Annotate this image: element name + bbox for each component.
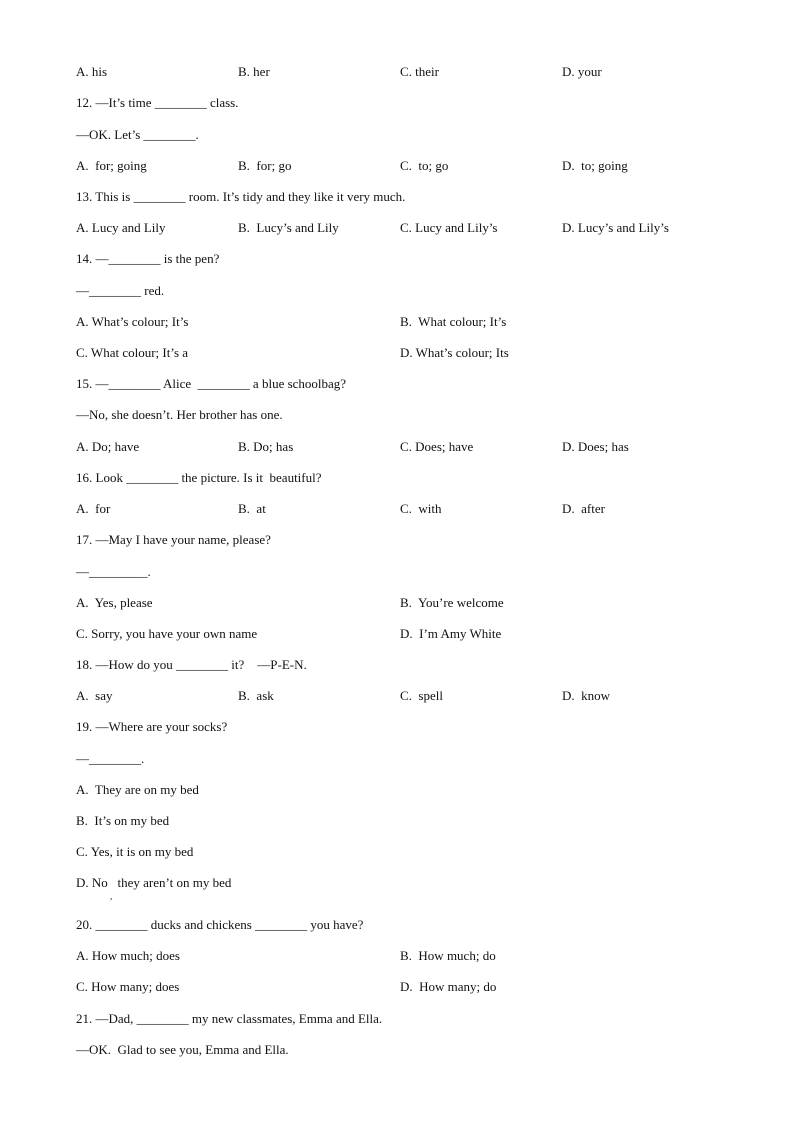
q17-stem: 17. —May I have your name, please? (76, 532, 271, 547)
q14-option-b: B. What colour; It’s (400, 314, 507, 329)
q16-option-b: B. at (238, 501, 266, 516)
q19-option-c: C. Yes, it is on my bed (76, 844, 194, 859)
q13-option-d: D. Lucy’s and Lily’s (562, 220, 669, 235)
q12-option-c: C. to; go (400, 158, 449, 173)
q19-option-b: B. It’s on my bed (76, 813, 170, 828)
q19-stray-comma: , (110, 891, 113, 901)
q20-option-a: A. How much; does (76, 948, 180, 963)
q13-option-b: B. Lucy’s and Lily (238, 220, 339, 235)
q18-option-d: D. know (562, 688, 611, 703)
q20-option-b: B. How much; do (400, 948, 496, 963)
q17-reply: —_________. (76, 564, 151, 579)
q17-option-d: D. I’m Amy White (400, 626, 502, 641)
q12-option-d: D. to; going (562, 158, 628, 173)
q12-option-b: B. for; go (238, 158, 292, 173)
q20-option-c: C. How many; does (76, 979, 180, 994)
q18-option-b: B. ask (238, 688, 274, 703)
q16-option-c: C. with (400, 501, 442, 516)
q19-reply: —________. (76, 751, 145, 766)
q16-option-a: A. for (76, 501, 111, 516)
q18-option-a: A. say (76, 688, 113, 703)
q21-stem: 21. —Dad, ________ my new classmates, Emma and Ella. (76, 1011, 383, 1026)
q11-option-d: D. your (562, 64, 602, 79)
q14-option-d: D. What’s colour; Its (400, 345, 509, 360)
q15-stem: 15. —________ Alice ________ a blue schoolbag? (76, 376, 347, 391)
q15-option-d: D. Does; has (562, 439, 629, 454)
q20-stem: 20. ________ ducks and chickens ________ you have? (76, 917, 364, 932)
q16-option-d: D. after (562, 501, 605, 516)
q17-option-b: B. You’re welcome (400, 595, 504, 610)
q19-option-a: A. They are on my bed (76, 782, 199, 797)
q17-option-a: A. Yes, please (76, 595, 153, 610)
q11-option-c: C. their (400, 64, 439, 79)
q15-option-a: A. Do; have (76, 439, 140, 454)
q11-option-b: B. her (238, 64, 270, 79)
q21-reply: —OK. Glad to see you, Emma and Ella. (76, 1042, 289, 1057)
q13-option-c: C. Lucy and Lily’s (400, 220, 498, 235)
q20-option-d: D. How many; do (400, 979, 497, 994)
q14-option-c: C. What colour; It’s a (76, 345, 189, 360)
q15-option-c: C. Does; have (400, 439, 474, 454)
q19-option-d: D. No they aren’t on my bed (76, 875, 232, 890)
q14-stem: 14. —________ is the pen? (76, 251, 220, 266)
q13-option-a: A. Lucy and Lily (76, 220, 166, 235)
q19-stem: 19. —Where are your socks? (76, 719, 228, 734)
q11-option-a: A. his (76, 64, 108, 79)
q16-stem: 16. Look ________ the picture. Is it beautiful? (76, 470, 322, 485)
q14-reply: —________ red. (76, 283, 165, 298)
q18-option-c: C. spell (400, 688, 443, 703)
q17-option-c: C. Sorry, you have your own name (76, 626, 258, 641)
q12-option-a: A. for; going (76, 158, 147, 173)
q18-stem: 18. —How do you ________ it? —P-E-N. (76, 657, 307, 672)
q12-reply: —OK. Let’s ________. (76, 127, 199, 142)
q15-option-b: B. Do; has (238, 439, 294, 454)
q14-option-a: A. What’s colour; It’s (76, 314, 189, 329)
q15-reply: —No, she doesn’t. Her brother has one. (76, 407, 283, 422)
q13-stem: 13. This is ________ room. It’s tidy and they like it very much. (76, 189, 406, 204)
q12-stem: 12. —It’s time ________ class. (76, 95, 239, 110)
